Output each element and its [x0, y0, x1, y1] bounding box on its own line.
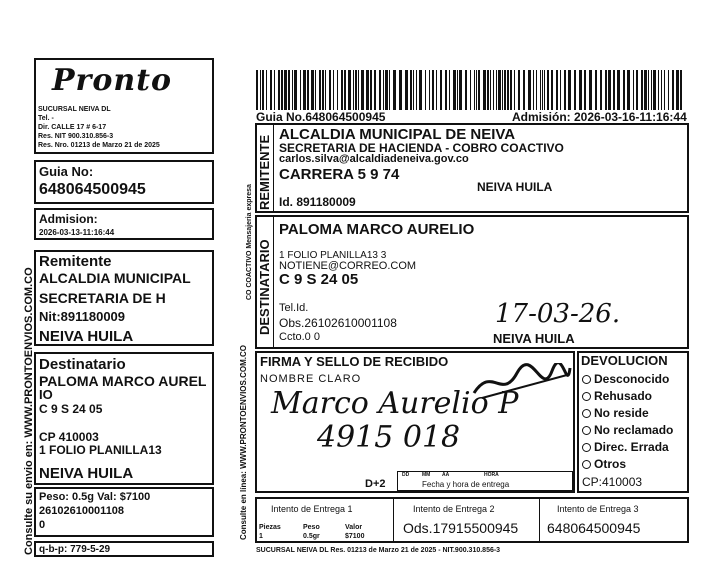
left-rem-line-3: Nit:891180009 [39, 309, 126, 324]
left-dest-line-2: IO [39, 387, 53, 402]
logo-box [34, 58, 214, 154]
barcode-bar [547, 70, 549, 110]
barcode-bar [507, 70, 509, 110]
barcode-bar [483, 70, 486, 110]
rem-line-4: CARRERA 5 9 74 [279, 166, 400, 183]
d-code: D+2 [365, 478, 386, 490]
rem-id: Id. 891180009 [279, 195, 356, 209]
right-footer: SUCURSAL NEIVA DL Res. 01213 de Marzo 21 de 2025 - NIT.900.310.856-3 [256, 547, 501, 554]
barcode-bar [413, 70, 414, 110]
devolucion-box [577, 351, 689, 493]
barcode-bar [319, 70, 321, 110]
radio-circle-icon [582, 426, 591, 435]
piezas-label: Piezas [259, 524, 281, 531]
dev-option-3[interactable]: No reside [582, 407, 649, 419]
barcode-bar [600, 70, 602, 110]
barcode-bar [498, 70, 501, 110]
barcode-bar [595, 70, 597, 110]
dev-cp: CP:410003 [582, 475, 643, 489]
left-side-text: Consulte su envio en: WWW.PRONTOENVIOS.COM.CO [23, 267, 35, 555]
barcode-bar [493, 70, 494, 110]
barcode-bar [440, 70, 442, 110]
barcode-bar [348, 70, 351, 110]
barcode-bar [533, 70, 534, 110]
left-rem-line-2: SECRETARIA DE H [39, 290, 166, 306]
barcode-bar [366, 70, 369, 110]
remitente-vertical: REMITENTE [257, 134, 272, 210]
barcode-bar [651, 70, 652, 110]
admision-label: Admision: [39, 212, 98, 226]
rem-line-1: ALCALDIA MUNICIPAL DE NEIVA [279, 126, 516, 143]
left-dest-line-5: 1 FOLIO PLANILLA13 [39, 443, 162, 457]
radio-circle-icon [582, 443, 591, 452]
barcode-bar [307, 70, 309, 110]
barcode-bar [370, 70, 372, 110]
dest-tel: Tel.Id. [279, 302, 309, 314]
barcode-bar [294, 70, 297, 110]
barcode-bar [617, 70, 620, 110]
barcode-bar [608, 70, 611, 110]
barcode-bar [518, 70, 520, 110]
barcode-bar [653, 70, 656, 110]
barcode-bar [490, 70, 491, 110]
barcode-bar [333, 70, 334, 110]
barcode-bar [560, 70, 561, 110]
barcode-bar [542, 70, 543, 110]
guia-box [34, 160, 214, 204]
date-field-mm: MM [422, 472, 431, 478]
right-destinatario-box [255, 215, 689, 349]
date-legend: Fecha y hora de entrega [422, 480, 510, 489]
barcode-bar [410, 70, 412, 110]
barcode-bar [623, 70, 625, 110]
admision-line: Admisión: 2026-03-16-11:16:44 [512, 110, 687, 124]
barcode-bar [449, 70, 450, 110]
barcode-bar [584, 70, 586, 110]
left-footer-code: q-b-p: 779-5-29 [39, 544, 111, 555]
barcode-bar [457, 70, 458, 110]
barcode-bar [496, 70, 497, 110]
barcode-bar [658, 70, 659, 110]
branch-line-3: Dir. CALLE 17 # 6-17 [38, 124, 107, 131]
barcode-bar [676, 70, 679, 110]
radio-circle-icon [582, 392, 591, 401]
dest-line-2: NOTIENE@CORREO.COM [279, 260, 417, 272]
barcode-bar [383, 70, 384, 110]
barcode-bar [445, 70, 447, 110]
right-remitente-box [255, 123, 689, 213]
barcode-bar [337, 70, 338, 110]
right-side-text: Consulte en línea: WWW.PRONTOENVIOS.COM.CO [239, 345, 248, 540]
barcode-bar [270, 70, 272, 110]
barcode-bar [353, 70, 354, 110]
radio-circle-icon [582, 409, 591, 418]
left-dest-line-1: PALOMA MARCO AUREL [39, 373, 207, 389]
barcode-bar [344, 70, 346, 110]
left-rem-line-4: NEIVA HUILA [39, 328, 134, 345]
barcode-bar [470, 70, 471, 110]
barcode-bar [613, 70, 615, 110]
barcode-bar [416, 70, 417, 110]
barcode-bar [288, 70, 290, 110]
dest-address: C 9 S 24 05 [279, 271, 359, 288]
pronto-logo: Pronto [52, 63, 173, 98]
radio-circle-icon [582, 460, 591, 469]
dev-option-4[interactable]: No reclamado [582, 424, 673, 436]
devolucion-title: DEVOLUCION [581, 353, 668, 368]
barcode-bar [523, 70, 525, 110]
rem-line-2: SECRETARIA DE HACIENDA - COBRO COACTIVO [279, 141, 564, 155]
barcode-bar [664, 70, 665, 110]
left-dest-line-4: CP 410003 [39, 430, 99, 444]
barcode-bar [672, 70, 674, 110]
dest-city: NEIVA HUILA [493, 331, 575, 346]
barcode-bar [476, 70, 477, 110]
barcode-bar [355, 70, 357, 110]
left-rem-line-1: ALCALDIA MUNICIPAL [39, 270, 191, 286]
handwritten-id: 4915 018 [317, 420, 461, 455]
barcode-bar [325, 70, 326, 110]
branch-line-4: Res. NIT 900.310.856-3 [38, 133, 114, 140]
barcode-bar [627, 70, 630, 110]
barcode-bar [680, 70, 682, 110]
barcode [256, 70, 686, 110]
barcode-bar [644, 70, 647, 110]
dest-line-1: 1 FOLIO PLANILLA13 3 [279, 250, 387, 261]
barcode-bar [668, 70, 669, 110]
guia-line: Guia No.648064500945 [256, 110, 386, 124]
barcode-bar [419, 70, 422, 110]
barcode-bar [502, 70, 503, 110]
date-field-hora: HORA [484, 472, 499, 478]
barcode-bar [393, 70, 396, 110]
barcode-bar [474, 70, 475, 110]
dev-option-6[interactable]: Otros [582, 458, 626, 470]
barcode-bar [459, 70, 462, 110]
barcode-bar [636, 70, 638, 110]
left-remitente-label: Remitente [39, 253, 112, 270]
barcode-bar [556, 70, 558, 110]
barcode-bar [284, 70, 287, 110]
barcode-bar [374, 70, 376, 110]
barcode-bar [661, 70, 662, 110]
branch-line-1: SUCURSAL NEIVA DL [38, 106, 111, 113]
barcode-bar [260, 70, 261, 110]
barcode-bar [292, 70, 293, 110]
barcode-bar [436, 70, 437, 110]
barcode-bar [405, 70, 408, 110]
barcode-bar [358, 70, 359, 110]
barcode-bar [564, 70, 566, 110]
valor-label: Valor [345, 524, 363, 531]
barcode-bar [399, 70, 402, 110]
guia-bottom: 648064500945 [547, 520, 641, 536]
barcode-bar [281, 70, 283, 110]
barcode-bar [311, 70, 314, 110]
barcode-bar [329, 70, 331, 110]
intento-1: Intento de Entrega 1 [271, 504, 353, 514]
dest-ccto: Ccto.0 0 [279, 331, 320, 343]
intentos-box [255, 497, 689, 543]
barcode-bar [322, 70, 324, 110]
date-field-aa: AA [442, 472, 450, 478]
firma-box [255, 351, 575, 493]
branch-line-5: Res. Nro. 01213 de Marzo 21 de 2025 [38, 142, 160, 149]
barcode-bar [385, 70, 388, 110]
dev-option-2[interactable]: Rehusado [582, 390, 652, 402]
dest-name: PALOMA MARCO AURELIO [279, 221, 475, 238]
peso-label: Peso [303, 524, 320, 531]
barcode-bar [361, 70, 364, 110]
nombre-claro: NOMBRE CLARO [260, 373, 362, 385]
barcode-bar [300, 70, 301, 110]
piezas-val: 1 [259, 533, 263, 540]
dest-obs: Obs.26102610001108 [279, 316, 397, 330]
barcode-bar [648, 70, 649, 110]
left-destinatario-label: Destinatario [39, 356, 126, 373]
barcode-bar [278, 70, 280, 110]
barcode-bar [432, 70, 434, 110]
left-peso-line: Peso: 0.5g Val: $7100 [39, 491, 151, 503]
intento-3: Intento de Entrega 3 [557, 504, 639, 514]
barcode-bar [379, 70, 381, 110]
dev-option-1[interactable]: Desconocido [582, 373, 669, 385]
left-codes-line: 26102610001108 [39, 505, 125, 517]
left-footer-box [34, 541, 214, 557]
barcode-bar [528, 70, 531, 110]
valor-val: $7100 [345, 533, 365, 540]
barcode-bar [429, 70, 430, 110]
left-dest-line-3: C 9 S 24 05 [39, 402, 103, 416]
admision-date: 2026-03-13-11:16:44 [39, 228, 115, 237]
branch-line-2: Tel. - [38, 115, 54, 122]
guia-label: Guia No: [39, 164, 94, 179]
barcode-bar [536, 70, 537, 110]
barcode-bar [633, 70, 634, 110]
left-zero: 0 [39, 519, 46, 531]
barcode-bar [574, 70, 576, 110]
date-field-dd: DD [402, 472, 410, 478]
left-dest-line-6: NEIVA HUILA [39, 465, 134, 482]
barcode-bar [303, 70, 306, 110]
barcode-bar [478, 70, 480, 110]
barcode-bar [540, 70, 541, 110]
radio-circle-icon [582, 375, 591, 384]
admision-box [34, 208, 214, 240]
barcode-bar [641, 70, 643, 110]
barcode-bar [389, 70, 390, 110]
barcode-bar [262, 70, 264, 110]
barcode-bar [568, 70, 571, 110]
destinatario-vertical: DESTINATARIO [257, 239, 272, 335]
left-remitente-box [34, 250, 214, 346]
barcode-bar [274, 70, 275, 110]
dev-option-5[interactable]: Direc. Errada [582, 441, 669, 453]
barcode-bar [425, 70, 426, 110]
ods-number: Ods.17915500945 [403, 520, 519, 536]
barcode-bar [487, 70, 489, 110]
barcode-bar [510, 70, 512, 110]
barcode-bar [579, 70, 582, 110]
guia-number: 648064500945 [39, 181, 146, 198]
peso-val: 0.5gr [303, 533, 320, 540]
barcode-bar [465, 70, 467, 110]
left-peso-box [34, 487, 214, 537]
barcode-bar [514, 70, 515, 110]
barcode-bar [589, 70, 592, 110]
barcode-bar [453, 70, 456, 110]
date-fields-box [397, 471, 573, 491]
barcode-bar [315, 70, 316, 110]
rem-city: NEIVA HUILA [477, 180, 553, 194]
intento-2: Intento de Entrega 2 [413, 504, 495, 514]
barcode-bar [504, 70, 506, 110]
firma-title: FIRMA Y SELLO DE RECIBIDO [260, 354, 449, 369]
barcode-bar [544, 70, 545, 110]
rem-line-3: carlos.silva@alcaldiadeneiva.gov.co [279, 153, 469, 165]
handwritten-date: 17-03-26. [495, 299, 621, 329]
barcode-bar [266, 70, 267, 110]
barcode-bar [256, 70, 258, 110]
handwritten-name: Marco Aurelio P [271, 386, 519, 421]
barcode-bar [605, 70, 607, 110]
left-destinatario-box [34, 352, 214, 485]
barcode-bar [551, 70, 553, 110]
barcode-bar [341, 70, 343, 110]
dest-side-text: CO COACTIVO Mensajeria expresa [246, 184, 253, 300]
